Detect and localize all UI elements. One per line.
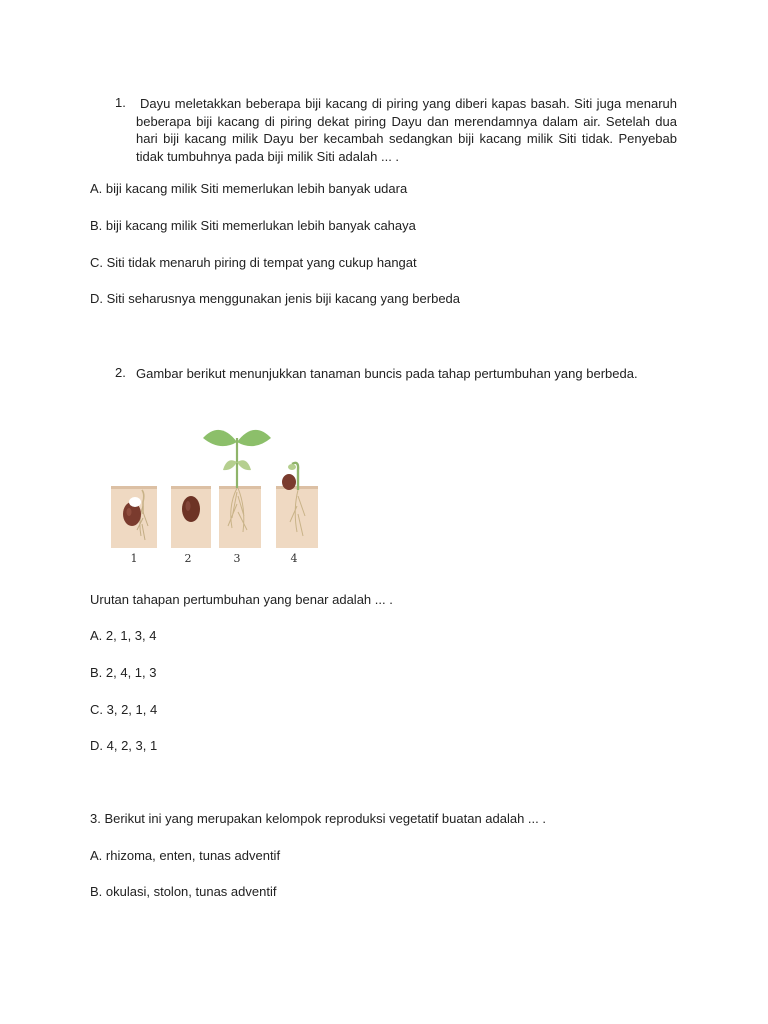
stage-label-4: 4 [290, 552, 298, 565]
question-2-option-c: C. 3, 2, 1, 4 [90, 702, 158, 717]
question-2-text: Gambar berikut menunjukkan tanaman buncis pada tahap pertumbuhan yang berbeda. [136, 366, 638, 381]
question-1-option-a: A. biji kacang milik Siti memerlukan lebih banyak udara [90, 181, 408, 196]
question-3-text: 3. Berikut ini yang merupakan kelompok reproduksi vegetatif buatan adalah ... . [90, 811, 546, 826]
question-1-option-c: C. Siti tidak menaruh piring di tempat yang cukup hangat [90, 255, 417, 270]
question-2-number: 2. [115, 365, 126, 380]
stage-label-3: 3 [233, 552, 241, 565]
stage-2-seed [182, 496, 200, 522]
question-1-option-b: B. biji kacang milik Siti memerlukan lebih banyak cahaya [90, 218, 416, 233]
stage-label-1: 1 [130, 552, 138, 565]
question-3-option-a: A. rhizoma, enten, tunas adventif [90, 848, 281, 863]
question-2-prompt: Urutan tahapan pertumbuhan yang benar adalah ... . [90, 592, 393, 607]
question-2-option-b: B. 2, 4, 1, 3 [90, 665, 157, 680]
question-1-option-d: D. Siti seharusnya menggunakan jenis biji kacang yang berbeda [90, 291, 461, 306]
question-2-option-a: A. 2, 1, 3, 4 [90, 628, 157, 643]
question-1-number: 1. [115, 95, 126, 110]
bean-growth-stages-figure [106, 422, 328, 570]
question-1-text: Dayu meletakkan beberapa biji kacang di piring yang diberi kapas basah. Siti juga menaruh beberapa biji kacang di piring dekat piring Dayu dan merendamnya dalam air. Setelah dua hari biji kacang milik Dayu ber kecambah sedangkan biji kacang milik Siti tidak. Penyebab tidak tumbuhnya pada biji milik Siti adalah ... . [136, 96, 677, 164]
question-2-option-d: D. 4, 2, 3, 1 [90, 738, 158, 753]
question-3-option-b: B. okulasi, stolon, tunas adventif [90, 884, 277, 899]
stage-label-2: 2 [184, 552, 192, 565]
